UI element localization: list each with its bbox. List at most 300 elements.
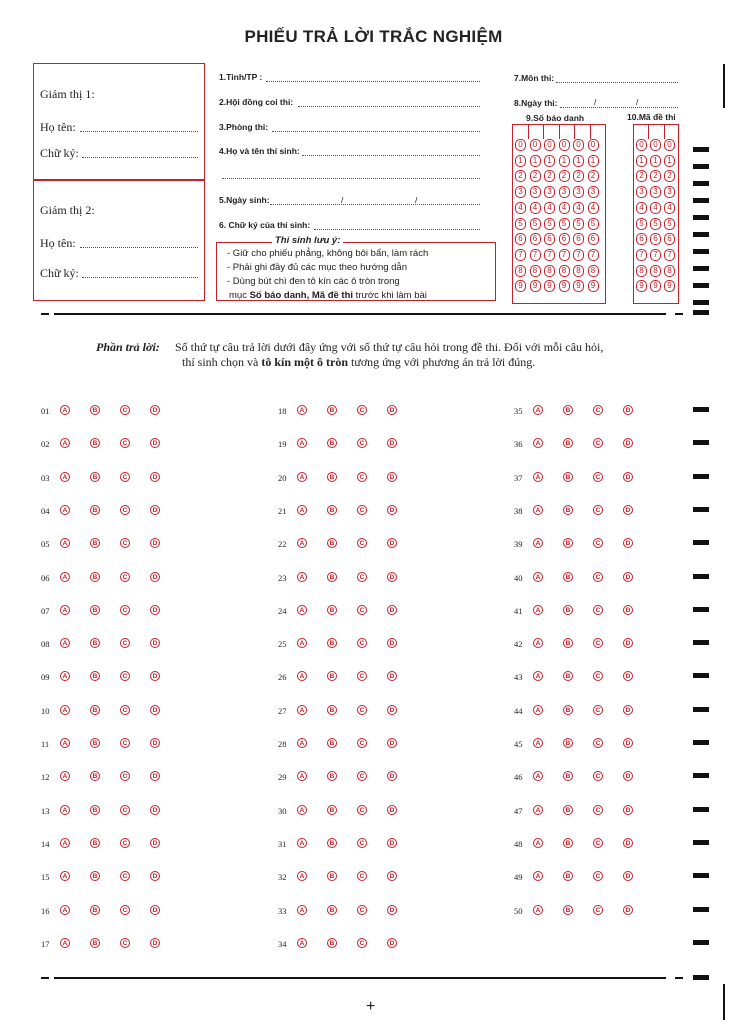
exam-code-digit-bubble[interactable]: 0 [650,139,661,151]
candidate-digit-bubble[interactable]: 8 [573,265,584,277]
answer-bubble-b[interactable]: B [563,805,573,815]
answer-bubble-d[interactable]: D [623,638,633,648]
answer-bubble-a[interactable]: A [297,405,307,415]
candidate-digit-bubble[interactable]: 8 [559,265,570,277]
candidate-digit-bubble[interactable]: 3 [559,186,570,198]
answer-bubble-c[interactable]: C [357,805,367,815]
answer-bubble-d[interactable]: D [150,871,160,881]
answer-bubble-b[interactable]: B [327,938,337,948]
answer-bubble-c[interactable]: C [593,738,603,748]
answer-bubble-b[interactable]: B [563,572,573,582]
exam-code-digit-bubble[interactable]: 5 [636,218,647,230]
answer-bubble-c[interactable]: C [593,805,603,815]
answer-bubble-d[interactable]: D [387,805,397,815]
candidate-digit-bubble[interactable]: 8 [544,265,555,277]
answer-bubble-d[interactable]: D [623,405,633,415]
answer-bubble-c[interactable]: C [357,771,367,781]
answer-bubble-a[interactable]: A [60,605,70,615]
exam-code-digit-bubble[interactable]: 3 [636,186,647,198]
answer-bubble-c[interactable]: C [593,905,603,915]
answer-bubble-c[interactable]: C [357,938,367,948]
exam-code-digit-bubble[interactable]: 8 [650,265,661,277]
answer-bubble-b[interactable]: B [90,838,100,848]
answer-bubble-d[interactable]: D [150,438,160,448]
answer-bubble-b[interactable]: B [327,405,337,415]
answer-bubble-d[interactable]: D [150,538,160,548]
answer-bubble-a[interactable]: A [60,472,70,482]
candidate-digit-bubble[interactable]: 0 [573,139,584,151]
candidate-digit-bubble[interactable]: 6 [559,233,570,245]
answer-bubble-d[interactable]: D [623,771,633,781]
answer-bubble-a[interactable]: A [297,805,307,815]
answer-bubble-b[interactable]: B [327,738,337,748]
candidate-digit-bubble[interactable]: 8 [530,265,541,277]
room-field[interactable] [272,131,480,132]
exam-code-digit-bubble[interactable]: 3 [650,186,661,198]
candidate-digit-bubble[interactable]: 9 [544,280,555,292]
candidate-digit-bubble[interactable]: 7 [573,249,584,261]
answer-bubble-d[interactable]: D [150,572,160,582]
answer-bubble-d[interactable]: D [150,705,160,715]
answer-bubble-a[interactable]: A [297,605,307,615]
answer-bubble-b[interactable]: B [563,405,573,415]
answer-bubble-c[interactable]: C [357,572,367,582]
candidate-digit-bubble[interactable]: 5 [515,218,526,230]
subject-field[interactable] [556,82,678,83]
answer-bubble-d[interactable]: D [150,805,160,815]
answer-bubble-c[interactable]: C [120,771,130,781]
answer-bubble-b[interactable]: B [563,438,573,448]
candidate-digit-bubble[interactable]: 0 [588,139,599,151]
candidate-digit-bubble[interactable]: 3 [530,186,541,198]
candidate-digit-bubble[interactable]: 3 [544,186,555,198]
answer-bubble-d[interactable]: D [387,572,397,582]
answer-bubble-d[interactable]: D [623,505,633,515]
answer-bubble-d[interactable]: D [387,838,397,848]
answer-bubble-c[interactable]: C [120,605,130,615]
candidate-digit-bubble[interactable]: 3 [573,186,584,198]
answer-bubble-c[interactable]: C [357,871,367,881]
answer-bubble-c[interactable]: C [357,838,367,848]
council-field[interactable] [298,106,480,107]
answer-bubble-b[interactable]: B [90,505,100,515]
answer-bubble-a[interactable]: A [533,738,543,748]
answer-bubble-c[interactable]: C [120,705,130,715]
answer-bubble-d[interactable]: D [387,638,397,648]
answer-bubble-c[interactable]: C [357,638,367,648]
answer-bubble-d[interactable]: D [387,505,397,515]
answer-bubble-a[interactable]: A [60,638,70,648]
answer-bubble-a[interactable]: A [60,838,70,848]
candidate-digit-bubble[interactable]: 4 [515,202,526,214]
answer-bubble-d[interactable]: D [623,572,633,582]
answer-bubble-b[interactable]: B [563,605,573,615]
candidate-digit-bubble[interactable]: 4 [530,202,541,214]
exam-code-digit-bubble[interactable]: 5 [650,218,661,230]
answer-bubble-a[interactable]: A [60,572,70,582]
exam-code-digit-bubble[interactable]: 2 [664,170,675,182]
answer-bubble-b[interactable]: B [327,705,337,715]
candidate-digit-bubble[interactable]: 1 [544,155,555,167]
answer-bubble-a[interactable]: A [533,438,543,448]
candidate-digit-bubble[interactable]: 4 [544,202,555,214]
candidate-digit-bubble[interactable]: 2 [530,170,541,182]
answer-bubble-c[interactable]: C [593,705,603,715]
answer-bubble-a[interactable]: A [533,638,543,648]
answer-bubble-a[interactable]: A [60,438,70,448]
answer-bubble-c[interactable]: C [357,605,367,615]
exam-code-digit-bubble[interactable]: 7 [664,249,675,261]
answer-bubble-b[interactable]: B [563,905,573,915]
answer-bubble-b[interactable]: B [90,405,100,415]
answer-bubble-b[interactable]: B [90,871,100,881]
answer-bubble-b[interactable]: B [563,771,573,781]
answer-bubble-c[interactable]: C [357,538,367,548]
exam-code-digit-bubble[interactable]: 6 [650,233,661,245]
answer-bubble-c[interactable]: C [357,905,367,915]
answer-bubble-c[interactable]: C [120,838,130,848]
exam-code-digit-bubble[interactable]: 1 [636,155,647,167]
proctor2-name-field[interactable] [80,247,198,248]
answer-bubble-d[interactable]: D [623,538,633,548]
candidate-digit-bubble[interactable]: 2 [515,170,526,182]
candidate-digit-bubble[interactable]: 0 [530,139,541,151]
answer-bubble-b[interactable]: B [327,771,337,781]
candidate-digit-bubble[interactable]: 6 [530,233,541,245]
candidate-digit-bubble[interactable]: 2 [573,170,584,182]
exam-code-digit-bubble[interactable]: 7 [650,249,661,261]
answer-bubble-a[interactable]: A [297,638,307,648]
candidate-digit-bubble[interactable]: 0 [559,139,570,151]
answer-bubble-d[interactable]: D [387,472,397,482]
answer-bubble-d[interactable]: D [623,738,633,748]
answer-bubble-b[interactable]: B [90,905,100,915]
candidate-digit-bubble[interactable]: 0 [515,139,526,151]
exam-code-digit-bubble[interactable]: 9 [664,280,675,292]
candidate-digit-bubble[interactable]: 3 [515,186,526,198]
candidate-digit-bubble[interactable]: 9 [573,280,584,292]
answer-bubble-a[interactable]: A [60,738,70,748]
answer-bubble-a[interactable]: A [297,671,307,681]
answer-bubble-d[interactable]: D [387,871,397,881]
answer-bubble-c[interactable]: C [357,738,367,748]
candidate-digit-bubble[interactable]: 3 [588,186,599,198]
answer-bubble-d[interactable]: D [150,638,160,648]
answer-bubble-a[interactable]: A [297,738,307,748]
answer-bubble-b[interactable]: B [327,605,337,615]
answer-bubble-a[interactable]: A [533,705,543,715]
candidate-digit-bubble[interactable]: 6 [544,233,555,245]
answer-bubble-c[interactable]: C [593,638,603,648]
answer-bubble-b[interactable]: B [563,738,573,748]
answer-bubble-a[interactable]: A [297,505,307,515]
answer-bubble-b[interactable]: B [90,938,100,948]
candidate-digit-bubble[interactable]: 2 [588,170,599,182]
proctor1-signature-field[interactable] [82,157,198,158]
answer-bubble-c[interactable]: C [120,938,130,948]
answer-bubble-c[interactable]: C [593,838,603,848]
answer-bubble-d[interactable]: D [387,905,397,915]
answer-bubble-a[interactable]: A [297,905,307,915]
answer-bubble-b[interactable]: B [327,805,337,815]
candidate-digit-bubble[interactable]: 8 [515,265,526,277]
candidate-digit-bubble[interactable]: 9 [559,280,570,292]
answer-bubble-b[interactable]: B [563,638,573,648]
answer-bubble-b[interactable]: B [90,572,100,582]
fullname-field-2[interactable] [222,178,480,179]
answer-bubble-d[interactable]: D [387,738,397,748]
candidate-digit-bubble[interactable]: 1 [515,155,526,167]
answer-bubble-c[interactable]: C [120,405,130,415]
answer-bubble-a[interactable]: A [533,838,543,848]
candidate-digit-bubble[interactable]: 9 [515,280,526,292]
answer-bubble-d[interactable]: D [387,771,397,781]
answer-bubble-c[interactable]: C [593,505,603,515]
answer-bubble-c[interactable]: C [357,705,367,715]
answer-bubble-c[interactable]: C [593,472,603,482]
answer-bubble-b[interactable]: B [327,572,337,582]
answer-bubble-d[interactable]: D [387,405,397,415]
candidate-digit-bubble[interactable]: 6 [515,233,526,245]
answer-bubble-c[interactable]: C [357,505,367,515]
answer-bubble-a[interactable]: A [297,838,307,848]
candidate-digit-bubble[interactable]: 5 [530,218,541,230]
answer-bubble-c[interactable]: C [593,671,603,681]
answer-bubble-d[interactable]: D [623,472,633,482]
candidate-digit-bubble[interactable]: 4 [573,202,584,214]
answer-bubble-a[interactable]: A [297,871,307,881]
answer-bubble-d[interactable]: D [150,472,160,482]
answer-bubble-a[interactable]: A [533,805,543,815]
exam-code-digit-bubble[interactable]: 4 [636,202,647,214]
answer-bubble-b[interactable]: B [563,871,573,881]
answer-bubble-b[interactable]: B [327,905,337,915]
answer-bubble-d[interactable]: D [623,871,633,881]
answer-bubble-b[interactable]: B [90,605,100,615]
answer-bubble-a[interactable]: A [533,538,543,548]
fullname-field[interactable] [302,155,480,156]
answer-bubble-c[interactable]: C [120,572,130,582]
candidate-digit-bubble[interactable]: 1 [573,155,584,167]
answer-bubble-a[interactable]: A [60,805,70,815]
answer-bubble-d[interactable]: D [623,705,633,715]
candidate-digit-bubble[interactable]: 1 [559,155,570,167]
candidate-digit-bubble[interactable]: 7 [515,249,526,261]
answer-bubble-c[interactable]: C [357,405,367,415]
answer-bubble-a[interactable]: A [60,871,70,881]
answer-bubble-c[interactable]: C [120,538,130,548]
answer-bubble-b[interactable]: B [327,671,337,681]
answer-bubble-d[interactable]: D [150,505,160,515]
exam-code-digit-bubble[interactable]: 0 [664,139,675,151]
answer-bubble-c[interactable]: C [120,472,130,482]
exam-code-digit-bubble[interactable]: 5 [664,218,675,230]
answer-bubble-b[interactable]: B [90,671,100,681]
answer-bubble-b[interactable]: B [327,638,337,648]
answer-bubble-b[interactable]: B [327,438,337,448]
answer-bubble-b[interactable]: B [90,771,100,781]
answer-bubble-b[interactable]: B [327,871,337,881]
candidate-digit-bubble[interactable]: 7 [544,249,555,261]
answer-bubble-d[interactable]: D [623,905,633,915]
answer-bubble-a[interactable]: A [533,905,543,915]
answer-bubble-d[interactable]: D [150,771,160,781]
answer-bubble-a[interactable]: A [297,572,307,582]
answer-bubble-c[interactable]: C [120,905,130,915]
answer-bubble-d[interactable]: D [623,805,633,815]
answer-bubble-c[interactable]: C [593,771,603,781]
answer-bubble-b[interactable]: B [327,538,337,548]
answer-bubble-c[interactable]: C [357,671,367,681]
exam-code-digit-bubble[interactable]: 3 [664,186,675,198]
answer-bubble-a[interactable]: A [60,671,70,681]
answer-bubble-d[interactable]: D [623,438,633,448]
candidate-digit-bubble[interactable]: 2 [544,170,555,182]
answer-bubble-a[interactable]: A [60,538,70,548]
answer-bubble-d[interactable]: D [150,671,160,681]
answer-bubble-c[interactable]: C [120,638,130,648]
exam-code-digit-bubble[interactable]: 2 [650,170,661,182]
candidate-digit-bubble[interactable]: 7 [588,249,599,261]
candidate-digit-bubble[interactable]: 4 [559,202,570,214]
answer-bubble-c[interactable]: C [120,505,130,515]
candidate-digit-bubble[interactable]: 0 [544,139,555,151]
answer-bubble-b[interactable]: B [90,472,100,482]
exam-date-field[interactable] [560,107,678,108]
exam-code-digit-bubble[interactable]: 9 [636,280,647,292]
candidate-digit-bubble[interactable]: 5 [544,218,555,230]
proctor1-name-field[interactable] [80,131,198,132]
proctor2-signature-field[interactable] [82,277,198,278]
answer-bubble-c[interactable]: C [120,805,130,815]
answer-bubble-c[interactable]: C [120,671,130,681]
answer-bubble-b[interactable]: B [90,738,100,748]
answer-bubble-c[interactable]: C [593,405,603,415]
answer-bubble-a[interactable]: A [533,771,543,781]
candidate-digit-bubble[interactable]: 5 [573,218,584,230]
answer-bubble-b[interactable]: B [90,438,100,448]
answer-bubble-c[interactable]: C [593,871,603,881]
answer-bubble-a[interactable]: A [533,671,543,681]
answer-bubble-a[interactable]: A [297,472,307,482]
answer-bubble-a[interactable]: A [60,705,70,715]
exam-code-digit-bubble[interactable]: 8 [664,265,675,277]
candidate-digit-bubble[interactable]: 6 [588,233,599,245]
birth-field[interactable] [270,204,480,205]
candidate-digit-bubble[interactable]: 4 [588,202,599,214]
candidate-digit-bubble[interactable]: 9 [530,280,541,292]
exam-code-digit-bubble[interactable]: 7 [636,249,647,261]
answer-bubble-a[interactable]: A [533,572,543,582]
exam-code-digit-bubble[interactable]: 1 [664,155,675,167]
answer-bubble-d[interactable]: D [150,738,160,748]
answer-bubble-c[interactable]: C [593,605,603,615]
candidate-digit-bubble[interactable]: 7 [530,249,541,261]
answer-bubble-c[interactable]: C [593,438,603,448]
answer-bubble-d[interactable]: D [150,905,160,915]
candidate-digit-bubble[interactable]: 6 [573,233,584,245]
exam-code-digit-bubble[interactable]: 8 [636,265,647,277]
exam-code-digit-bubble[interactable]: 4 [650,202,661,214]
exam-code-digit-bubble[interactable]: 9 [650,280,661,292]
answer-bubble-d[interactable]: D [150,938,160,948]
candidate-digit-bubble[interactable]: 8 [588,265,599,277]
answer-bubble-a[interactable]: A [533,871,543,881]
answer-bubble-b[interactable]: B [327,838,337,848]
answer-bubble-a[interactable]: A [297,705,307,715]
exam-code-digit-bubble[interactable]: 0 [636,139,647,151]
exam-code-digit-bubble[interactable]: 1 [650,155,661,167]
answer-bubble-a[interactable]: A [60,505,70,515]
answer-bubble-a[interactable]: A [60,938,70,948]
candidate-digit-bubble[interactable]: 2 [559,170,570,182]
answer-bubble-a[interactable]: A [60,771,70,781]
answer-bubble-b[interactable]: B [90,805,100,815]
candidate-digit-bubble[interactable]: 9 [588,280,599,292]
answer-bubble-d[interactable]: D [387,438,397,448]
answer-bubble-d[interactable]: D [387,605,397,615]
answer-bubble-d[interactable]: D [387,671,397,681]
candidate-digit-bubble[interactable]: 1 [530,155,541,167]
answer-bubble-a[interactable]: A [297,771,307,781]
answer-bubble-d[interactable]: D [150,838,160,848]
answer-bubble-a[interactable]: A [533,605,543,615]
answer-bubble-c[interactable]: C [593,538,603,548]
answer-bubble-b[interactable]: B [90,538,100,548]
answer-bubble-b[interactable]: B [563,505,573,515]
exam-code-digit-bubble[interactable]: 6 [664,233,675,245]
answer-bubble-a[interactable]: A [533,472,543,482]
answer-bubble-b[interactable]: B [90,638,100,648]
answer-bubble-d[interactable]: D [623,605,633,615]
answer-bubble-b[interactable]: B [90,705,100,715]
answer-bubble-a[interactable]: A [533,405,543,415]
answer-bubble-d[interactable]: D [387,538,397,548]
answer-bubble-a[interactable]: A [60,405,70,415]
answer-bubble-d[interactable]: D [387,705,397,715]
answer-bubble-c[interactable]: C [357,438,367,448]
answer-bubble-d[interactable]: D [623,671,633,681]
answer-bubble-d[interactable]: D [387,938,397,948]
answer-bubble-b[interactable]: B [563,838,573,848]
answer-bubble-c[interactable]: C [120,738,130,748]
answer-bubble-c[interactable]: C [120,438,130,448]
answer-bubble-a[interactable]: A [533,505,543,515]
exam-code-digit-bubble[interactable]: 4 [664,202,675,214]
answer-bubble-c[interactable]: C [357,472,367,482]
candidate-digit-bubble[interactable]: 1 [588,155,599,167]
answer-bubble-d[interactable]: D [623,838,633,848]
candidate-digit-bubble[interactable]: 5 [559,218,570,230]
province-field[interactable] [266,81,480,82]
answer-bubble-d[interactable]: D [150,605,160,615]
answer-bubble-b[interactable]: B [327,505,337,515]
answer-bubble-a[interactable]: A [297,938,307,948]
answer-bubble-b[interactable]: B [563,705,573,715]
signature-field[interactable] [314,229,480,230]
answer-bubble-a[interactable]: A [297,538,307,548]
answer-bubble-c[interactable]: C [120,871,130,881]
answer-bubble-b[interactable]: B [563,538,573,548]
exam-code-digit-bubble[interactable]: 6 [636,233,647,245]
answer-bubble-a[interactable]: A [60,905,70,915]
exam-code-digit-bubble[interactable]: 2 [636,170,647,182]
candidate-digit-bubble[interactable]: 5 [588,218,599,230]
answer-bubble-a[interactable]: A [297,438,307,448]
answer-bubble-b[interactable]: B [327,472,337,482]
answer-bubble-c[interactable]: C [593,572,603,582]
answer-bubble-b[interactable]: B [563,671,573,681]
